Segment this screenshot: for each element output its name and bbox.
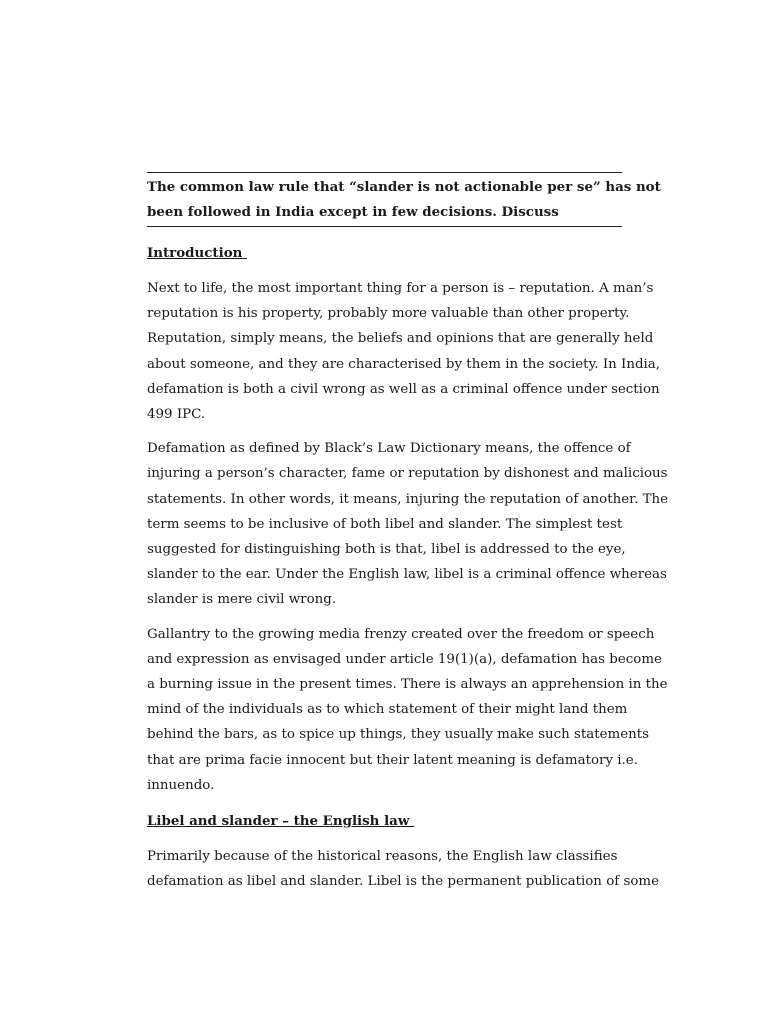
text-line: reputation is his property, probably more valuable than other property. (147, 306, 630, 322)
text-line: Next to life, the most important thing for a person is – reputation. A man’s (147, 281, 654, 296)
title-line: been followed in India except in few decisions. Discuss (147, 204, 559, 220)
text-line: Reputation, simply means, the beliefs and opinions that are generally held (147, 331, 654, 347)
text-line: a burning issue in the present times. There is always an apprehension in the (147, 677, 668, 693)
text-line: innuendo. (147, 777, 215, 793)
text-line: injuring a person’s character, fame or reputation by dishonest and malicious (147, 466, 668, 482)
paragraph (147, 844, 660, 894)
section-heading-libel-slander: Libel and slander – the English law (147, 813, 415, 830)
text-line: about someone, and they are characterised by them in the society. In India, (147, 356, 661, 372)
text-line: Gallantry to the growing media frenzy created over the freedom or speech (147, 626, 655, 642)
text-line: suggested for distinguishing both is that, libel is addressed to the eye, (147, 542, 626, 558)
paragraph (147, 622, 668, 798)
text-line: Primarily because of the historical reasons, the English law classifies (147, 849, 618, 865)
text-line: Defamation as defined by Black’s Law Dictionary means, the offence of (147, 441, 631, 457)
text-line: 499 IPC. (147, 407, 206, 423)
text-line: slander to the ear. Under the English law, libel is a criminal offence whereas (147, 567, 667, 583)
question-title (147, 172, 661, 227)
text-line: slander is mere civil wrong. (147, 592, 337, 608)
document-body (147, 172, 669, 894)
text-line: and expression as envisaged under article 19(1)(a), defamation has become (147, 651, 662, 667)
text-line: behind the bars, as to spice up things, they usually make such statements (147, 727, 650, 743)
paragraph (147, 276, 661, 427)
text-line: defamation is both a civil wrong as well as a criminal offence under section (147, 381, 660, 397)
paragraph (147, 436, 669, 612)
text-line: statements. In other words, it means, injuring the reputation of another. The (147, 491, 669, 507)
section-heading-introduction: Introduction (147, 245, 248, 261)
title-line: The common law rule that “slander is not actionable per se” has not (147, 179, 661, 195)
text-line: mind of the individuals as to which statement of their might land them (147, 702, 628, 718)
text-line: term seems to be inclusive of both libel and slander. The simplest test (147, 516, 623, 532)
text-line: that are prima facie innocent but their latent meaning is defamatory i.e. (147, 752, 638, 768)
text-line: defamation as libel and slander. Libel is the permanent publication of some (147, 874, 660, 890)
